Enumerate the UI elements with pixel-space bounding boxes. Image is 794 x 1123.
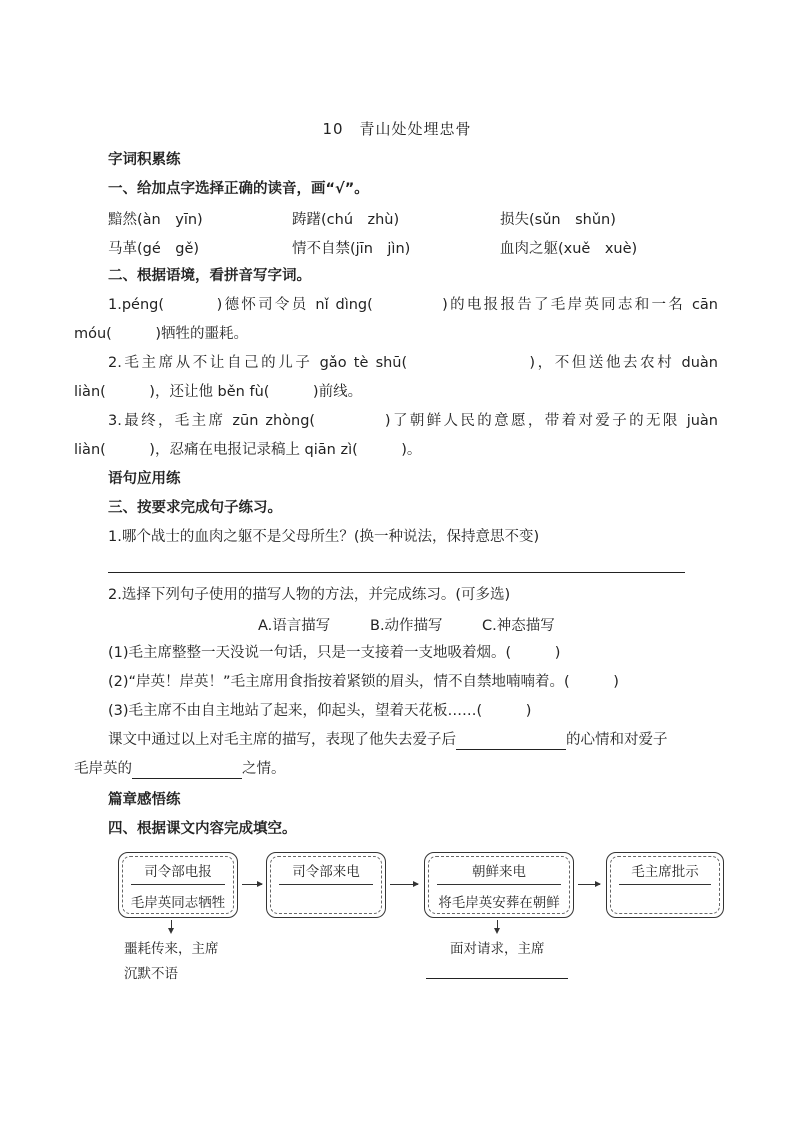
flow-note-2-answer-line[interactable] <box>426 978 568 979</box>
section-1-heading: 一、给加点字选择正确的读音，画“√”。 <box>108 181 369 197</box>
section-3-heading: 三、按要求完成句子练习。 <box>108 500 282 516</box>
flow-box-3-content: 将毛岸英安葬在朝鲜 <box>438 895 560 911</box>
fill-text-b1: 毛岸英的 <box>74 761 132 777</box>
flow-box-3-title: 朝鲜来电 <box>472 864 526 880</box>
pronunciation-item-5[interactable]: 情不自禁(jīn jìn) <box>292 241 411 257</box>
flow-box-1-content: 毛岸英同志牺牲 <box>130 895 226 911</box>
flow-box-1 <box>118 852 238 918</box>
flow-arrow-3 <box>578 884 600 885</box>
flow-down-arrow-2 <box>497 920 498 932</box>
flow-note-1-line-a: 噩耗传来，主席 <box>124 941 219 957</box>
fill-sentence-line-a <box>108 730 668 750</box>
flow-note-1-line-b: 沉默不语 <box>124 966 178 982</box>
flow-down-arrow-1 <box>171 920 172 932</box>
option-a: A.语言描写 <box>258 618 331 634</box>
question-2-2-line-b[interactable]: liàn( )，还让他 běn fù( )前线。 <box>74 384 363 400</box>
option-c: C.神态描写 <box>482 618 555 634</box>
flow-box-2-title: 司令部来电 <box>292 864 360 880</box>
fill-text-b2: 之情。 <box>242 761 286 777</box>
fill-text-a2: 的心情和对爱子 <box>566 732 668 748</box>
flow-note-2: 面对请求，主席 <box>450 941 545 957</box>
fill-text-a1: 课文中通过以上对毛主席的描写，表现了他失去爱子后 <box>108 732 456 748</box>
fill-blank-feeling[interactable] <box>456 733 566 750</box>
category-heading-passage: 篇章感悟练 <box>108 792 181 808</box>
flow-box-4-title: 毛主席批示 <box>631 864 699 880</box>
category-heading-sentences: 语句应用练 <box>108 471 181 487</box>
option-b: B.动作描写 <box>370 618 443 634</box>
flow-box-4 <box>606 852 724 918</box>
section-2-heading: 二、根据语境，看拼音写字词。 <box>108 268 311 284</box>
fill-blank-emotion[interactable] <box>132 762 242 779</box>
question-2-1-line-a[interactable]: 1.péng( )德怀司令员 nǐ dìng( )的电报报告了毛岸英同志和一名 cān <box>108 297 718 313</box>
question-3-1: 1.哪个战士的血肉之躯不是父母所生？(换一种说法，保持意思不变) <box>108 529 540 545</box>
flow-arrow-1 <box>242 884 262 885</box>
pronunciation-item-4[interactable]: 马革(gé gě) <box>108 241 200 257</box>
pronunciation-item-1[interactable]: 黯然(àn yīn) <box>108 212 203 228</box>
sentence-1[interactable]: (1)毛主席整整一天没说一句话，只是一支接着一支地吸着烟。( ) <box>108 645 561 661</box>
category-heading-vocabulary: 字词积累练 <box>108 152 181 168</box>
flow-box-2 <box>266 852 386 918</box>
page-title: 10 青山处处埋忠骨 <box>322 120 472 138</box>
question-2-3-line-a[interactable]: 3.最终，毛主席 zūn zhòng( )了朝鲜人民的意愿，带着对爱子的无限 juàn <box>108 413 718 429</box>
section-4-heading: 四、根据课文内容完成填空。 <box>108 821 297 837</box>
flow-box-3 <box>424 852 574 918</box>
sentence-2[interactable]: (2)“岸英！岸英！”毛主席用食指按着紧锁的眉头，情不自禁地喃喃着。( ) <box>108 674 619 690</box>
question-2-1-line-b[interactable]: móu( )牺牲的噩耗。 <box>74 326 248 342</box>
pronunciation-item-2[interactable]: 踌躇(chú zhù) <box>292 212 400 228</box>
question-2-2-line-a[interactable]: 2.毛主席从不让自己的儿子 gǎo tè shū( )，不但送他去农村 duàn <box>108 355 718 371</box>
pronunciation-item-6[interactable]: 血肉之躯(xuě xuè) <box>500 241 638 257</box>
pronunciation-item-3[interactable]: 损失(sǔn shǔn) <box>500 212 616 228</box>
question-2-3-line-b[interactable]: liàn( )，忍痛在电报记录稿上 qiān zì( )。 <box>74 442 422 458</box>
fill-sentence-line-b <box>74 759 286 779</box>
sentence-3[interactable]: (3)毛主席不由自主地站了起来，仰起头，望着天花板……( ) <box>108 703 532 719</box>
question-3-2: 2.选择下列句子使用的描写人物的方法，并完成练习。(可多选) <box>108 587 511 603</box>
question-3-1-answer-line[interactable] <box>108 572 685 573</box>
flow-box-1-title: 司令部电报 <box>144 864 212 880</box>
flow-arrow-2 <box>390 884 418 885</box>
